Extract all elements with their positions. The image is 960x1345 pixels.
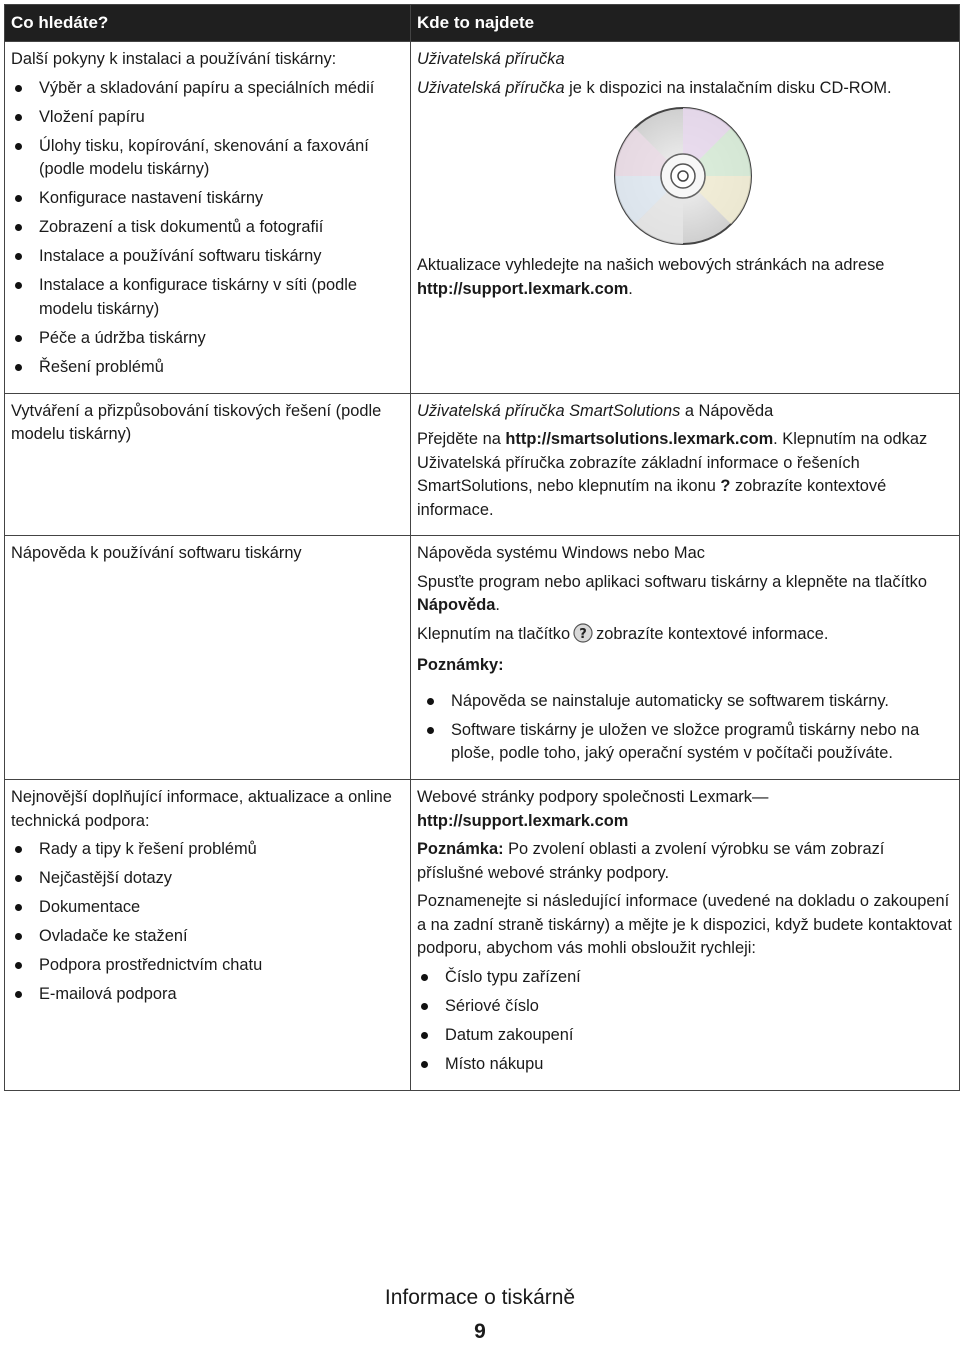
instr-a: Spusťte program nebo aplikaci softwaru tiskárny a klepněte na tlačítko: [417, 572, 927, 591]
row3-topic: Nápověda k používání softwaru tiskárny: [11, 544, 302, 562]
note-label: Poznámka:: [417, 840, 504, 858]
list-item: Instalace a konfigurace tiskárny v síti (podle modelu tiskárny): [11, 274, 404, 321]
list-item: Ovladače ke stažení: [11, 925, 404, 949]
list-item: Místo nákupu: [417, 1053, 953, 1077]
row4-topic-list: [11, 838, 404, 1007]
help-title-rest: a Nápověda: [680, 401, 774, 420]
row1-right-cell: [411, 42, 960, 394]
list-item: Zobrazení a tisk dokumentů a fotografií: [11, 216, 404, 240]
support-link[interactable]: http://support.lexmark.com: [417, 279, 629, 298]
header-what: Co hledáte?: [5, 5, 411, 42]
update-end: .: [628, 279, 633, 298]
row1-resource-line: [417, 77, 953, 101]
table-header-row: [5, 5, 960, 42]
list-item: Podpora prostřednictvím chatu: [11, 954, 404, 978]
desc-c: zobrazíte kontextové informace.: [417, 477, 887, 519]
header-where: Kde to najdete: [411, 5, 960, 42]
row2-description: [417, 428, 953, 522]
svg-text:?: ?: [579, 626, 587, 642]
help-button-label: Nápověda: [417, 596, 496, 614]
list-item: Konfigurace nastavení tiskárny: [11, 187, 404, 211]
row1-intro: Další pokyny k instalaci a používání tiskárny:: [11, 50, 337, 68]
list-item: Datum zakoupení: [417, 1024, 953, 1048]
row1-resource-title: Uživatelská příručka: [417, 50, 565, 68]
notes-list: [423, 690, 953, 766]
section-title: Informace o tiskárně: [384, 1286, 576, 1309]
row3-right-cell: [411, 536, 960, 780]
list-item: Dokumentace: [11, 896, 404, 920]
row3-left-cell: [5, 536, 411, 780]
context-b: zobrazíte kontextové informace.: [596, 624, 829, 643]
help-question-icon: [573, 623, 593, 643]
list-item: Rady a tipy k řešení problémů: [11, 838, 404, 862]
row4-intro: Nejnovější doplňující informace, aktualizace a online technická podpora:: [11, 788, 392, 830]
list-item: Číslo typu zařízení: [417, 966, 953, 990]
context-a: Klepnutím na tlačítko: [417, 624, 571, 643]
row2-left-cell: [5, 393, 411, 536]
lexmark-support-title: Webové stránky podpory společnosti Lexmark—: [417, 788, 769, 806]
list-item: Sériové číslo: [417, 995, 953, 1019]
list-item: Úlohy tisku, kopírování, skenování a faxování (podle modelu tiskárny): [11, 135, 404, 182]
desc-b: . Klepnutím na odkaz Uživatelská příručka zobrazíte základní informace o řešeních SmartSolutions, nebo klepnutím na ikonu: [417, 430, 928, 495]
row1-topic-list: [11, 77, 404, 380]
user-guide-italic: Uživatelská příručka: [417, 78, 565, 97]
smartsolutions-link[interactable]: http://smartsolutions.lexmark.com: [505, 430, 774, 448]
user-guide-location: je k dispozici na instalačním disku CD-ROM.: [564, 78, 892, 97]
row4-note: [417, 838, 953, 885]
row1-left-cell: [5, 42, 411, 394]
list-item: Výběr a skladování papíru a speciálních médií: [11, 77, 404, 101]
list-item: Řešení problémů: [11, 356, 404, 380]
row2-resource-title: [417, 400, 953, 424]
table-row: [5, 393, 960, 536]
table-row: [5, 42, 960, 394]
row1-update-info: [417, 254, 953, 301]
list-item: E-mailová podpora: [11, 983, 404, 1007]
desc-a: Přejděte na: [417, 430, 506, 448]
list-item: Vložení papíru: [11, 106, 404, 130]
list-item: Nejčastější dotazy: [11, 867, 404, 891]
smartsolutions-guide-title: Uživatelská příručka SmartSolutions: [417, 401, 681, 420]
cd-rom-disc-icon: [613, 106, 753, 246]
row4-resource-title: [417, 786, 953, 833]
table-row: [5, 780, 960, 1091]
update-text: Aktualizace vyhledejte na našich webových stránkách na adrese: [417, 256, 885, 274]
row4-right-cell: [411, 780, 960, 1091]
list-item: Software tiskárny je uložen ve složce programů tiskárny nebo na ploše, podle toho, jaký operační systém v počítači používáte.: [423, 719, 953, 766]
instr-end: .: [495, 596, 500, 614]
row2-topic: Vytváření a přizpůsobování tiskových řešení (podle modelu tiskárny): [11, 401, 382, 443]
row4-left-cell: [5, 780, 411, 1091]
notes-title: Poznámky:: [417, 656, 504, 674]
page-number: 9: [474, 1320, 486, 1343]
row2-right-cell: [411, 393, 960, 536]
list-item: Instalace a používání softwaru tiskárny: [11, 245, 404, 269]
row3-instructions: [417, 571, 953, 618]
question-mark-symbol: ?: [720, 477, 731, 495]
lexmark-support-link[interactable]: http://support.lexmark.com: [417, 811, 629, 830]
list-item: Péče a údržba tiskárny: [11, 327, 404, 351]
list-item: Nápověda se nainstaluje automaticky se softwarem tiskárny.: [423, 690, 953, 714]
row4-contact-info: Poznamenejte si následující informace (uvedené na dokladu o zakoupení a na zadní straně tiskárny) a mějte je k dispozici, když budete kontaktovat podporu, abychom vás mohli obsloužit rychleji:: [417, 892, 952, 957]
info-table: [4, 4, 960, 1091]
note-text: Po zvolení oblasti a zvolení výrobku se vám zobrazí příslušné webové stránky podpory.: [417, 840, 885, 882]
table-row: [5, 536, 960, 780]
row4-info-list: [417, 966, 953, 1077]
row3-resource-title: Nápověda systému Windows nebo Mac: [417, 544, 705, 562]
row3-context-help: [417, 623, 953, 647]
